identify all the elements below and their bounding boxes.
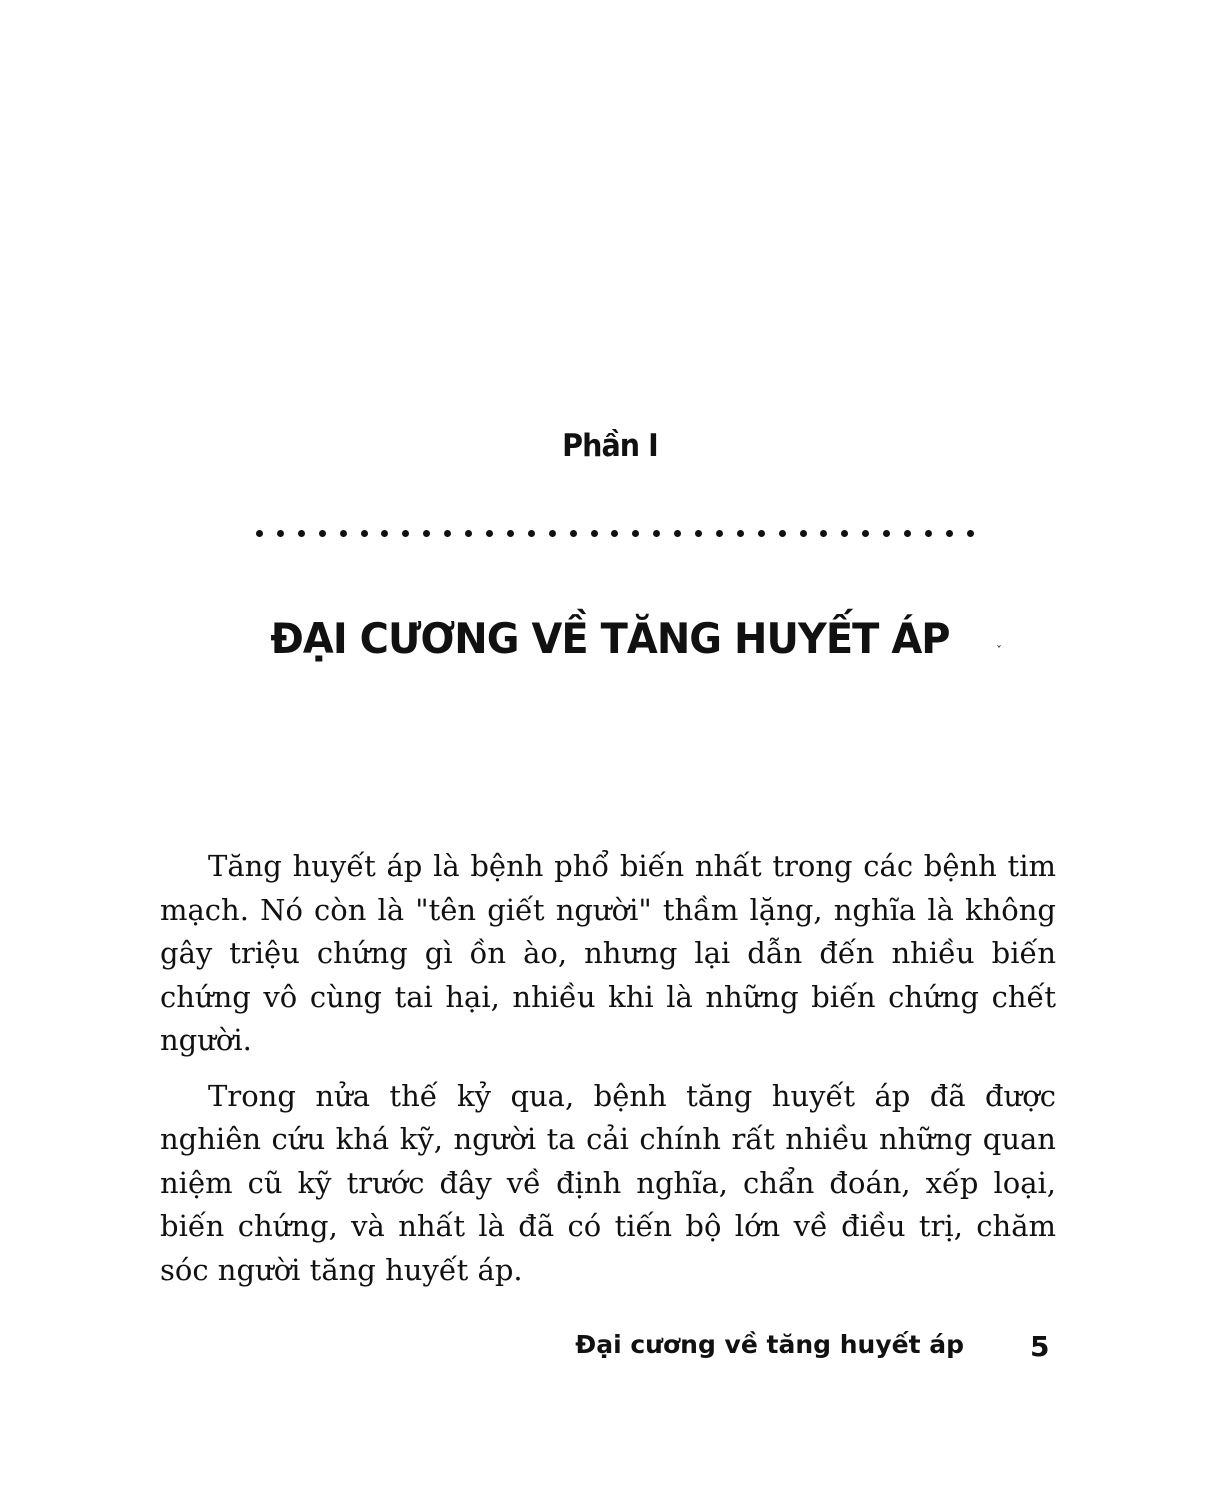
divider-dot bbox=[841, 530, 848, 537]
divider-dot bbox=[256, 530, 263, 537]
divider-dot bbox=[402, 530, 409, 537]
divider-dot bbox=[444, 530, 451, 537]
divider-dot bbox=[611, 530, 618, 537]
divider-dot bbox=[319, 530, 326, 537]
page-number: 5 bbox=[1030, 1330, 1050, 1363]
chapter-title: ĐẠI CƯƠNG VỀ TĂNG HUYẾT ÁP bbox=[270, 614, 950, 663]
divider-dot bbox=[528, 530, 535, 537]
divider-dot bbox=[904, 530, 911, 537]
divider-dot bbox=[591, 530, 598, 537]
divider-dot bbox=[925, 530, 932, 537]
body-text bbox=[160, 845, 1056, 1304]
divider-dot bbox=[946, 530, 953, 537]
paragraph: Tăng huyết áp là bệnh phổ biến nhất trong các bệnh tim mạch. Nó còn là "tên giết người" thầm lặng, nghĩa là không gây triệu chứng gì ồn ào, nhưng lại dẫn đến nhiều biến chứng vô cùng tai hại, nhiều khi là những biến chứng chết người. bbox=[160, 849, 1056, 1057]
divider-dot bbox=[298, 530, 305, 537]
divider-dot bbox=[674, 530, 681, 537]
divider-dot bbox=[883, 530, 890, 537]
divider-dot bbox=[653, 530, 660, 537]
divider-dot bbox=[716, 530, 723, 537]
divider-dot bbox=[381, 530, 388, 537]
divider-dot bbox=[465, 530, 472, 537]
part-label: Phần I bbox=[562, 428, 658, 464]
divider-dot bbox=[820, 530, 827, 537]
divider-dot bbox=[632, 530, 639, 537]
divider-dot bbox=[423, 530, 430, 537]
stray-mark: ˇ bbox=[996, 644, 1002, 658]
divider-dot bbox=[549, 530, 556, 537]
divider-dot bbox=[967, 530, 974, 537]
divider-dot bbox=[486, 530, 493, 537]
divider-dot bbox=[758, 530, 765, 537]
divider-dot bbox=[862, 530, 869, 537]
divider-dot bbox=[277, 530, 284, 537]
divider-dot bbox=[507, 530, 514, 537]
divider-dot bbox=[361, 530, 368, 537]
divider-dot bbox=[800, 530, 807, 537]
dotted-divider bbox=[256, 528, 974, 538]
paragraph: Trong nửa thế kỷ qua, bệnh tăng huyết áp đã được nghiên cứu khá kỹ, người ta cải chính rất nhiều những quan niệm cũ kỹ trước đây về định nghĩa, chẩn đoán, xếp loại, biến chứng, và nhất là đã có tiến bộ lớn về điều trị, chăm sóc người tăng huyết áp. bbox=[160, 1078, 1056, 1287]
divider-dot bbox=[570, 530, 577, 537]
divider-dot bbox=[779, 530, 786, 537]
running-footer-title: Đại cương về tăng huyết áp bbox=[575, 1330, 964, 1359]
divider-dot bbox=[340, 530, 347, 537]
divider-dot bbox=[695, 530, 702, 537]
divider-dot bbox=[737, 530, 744, 537]
